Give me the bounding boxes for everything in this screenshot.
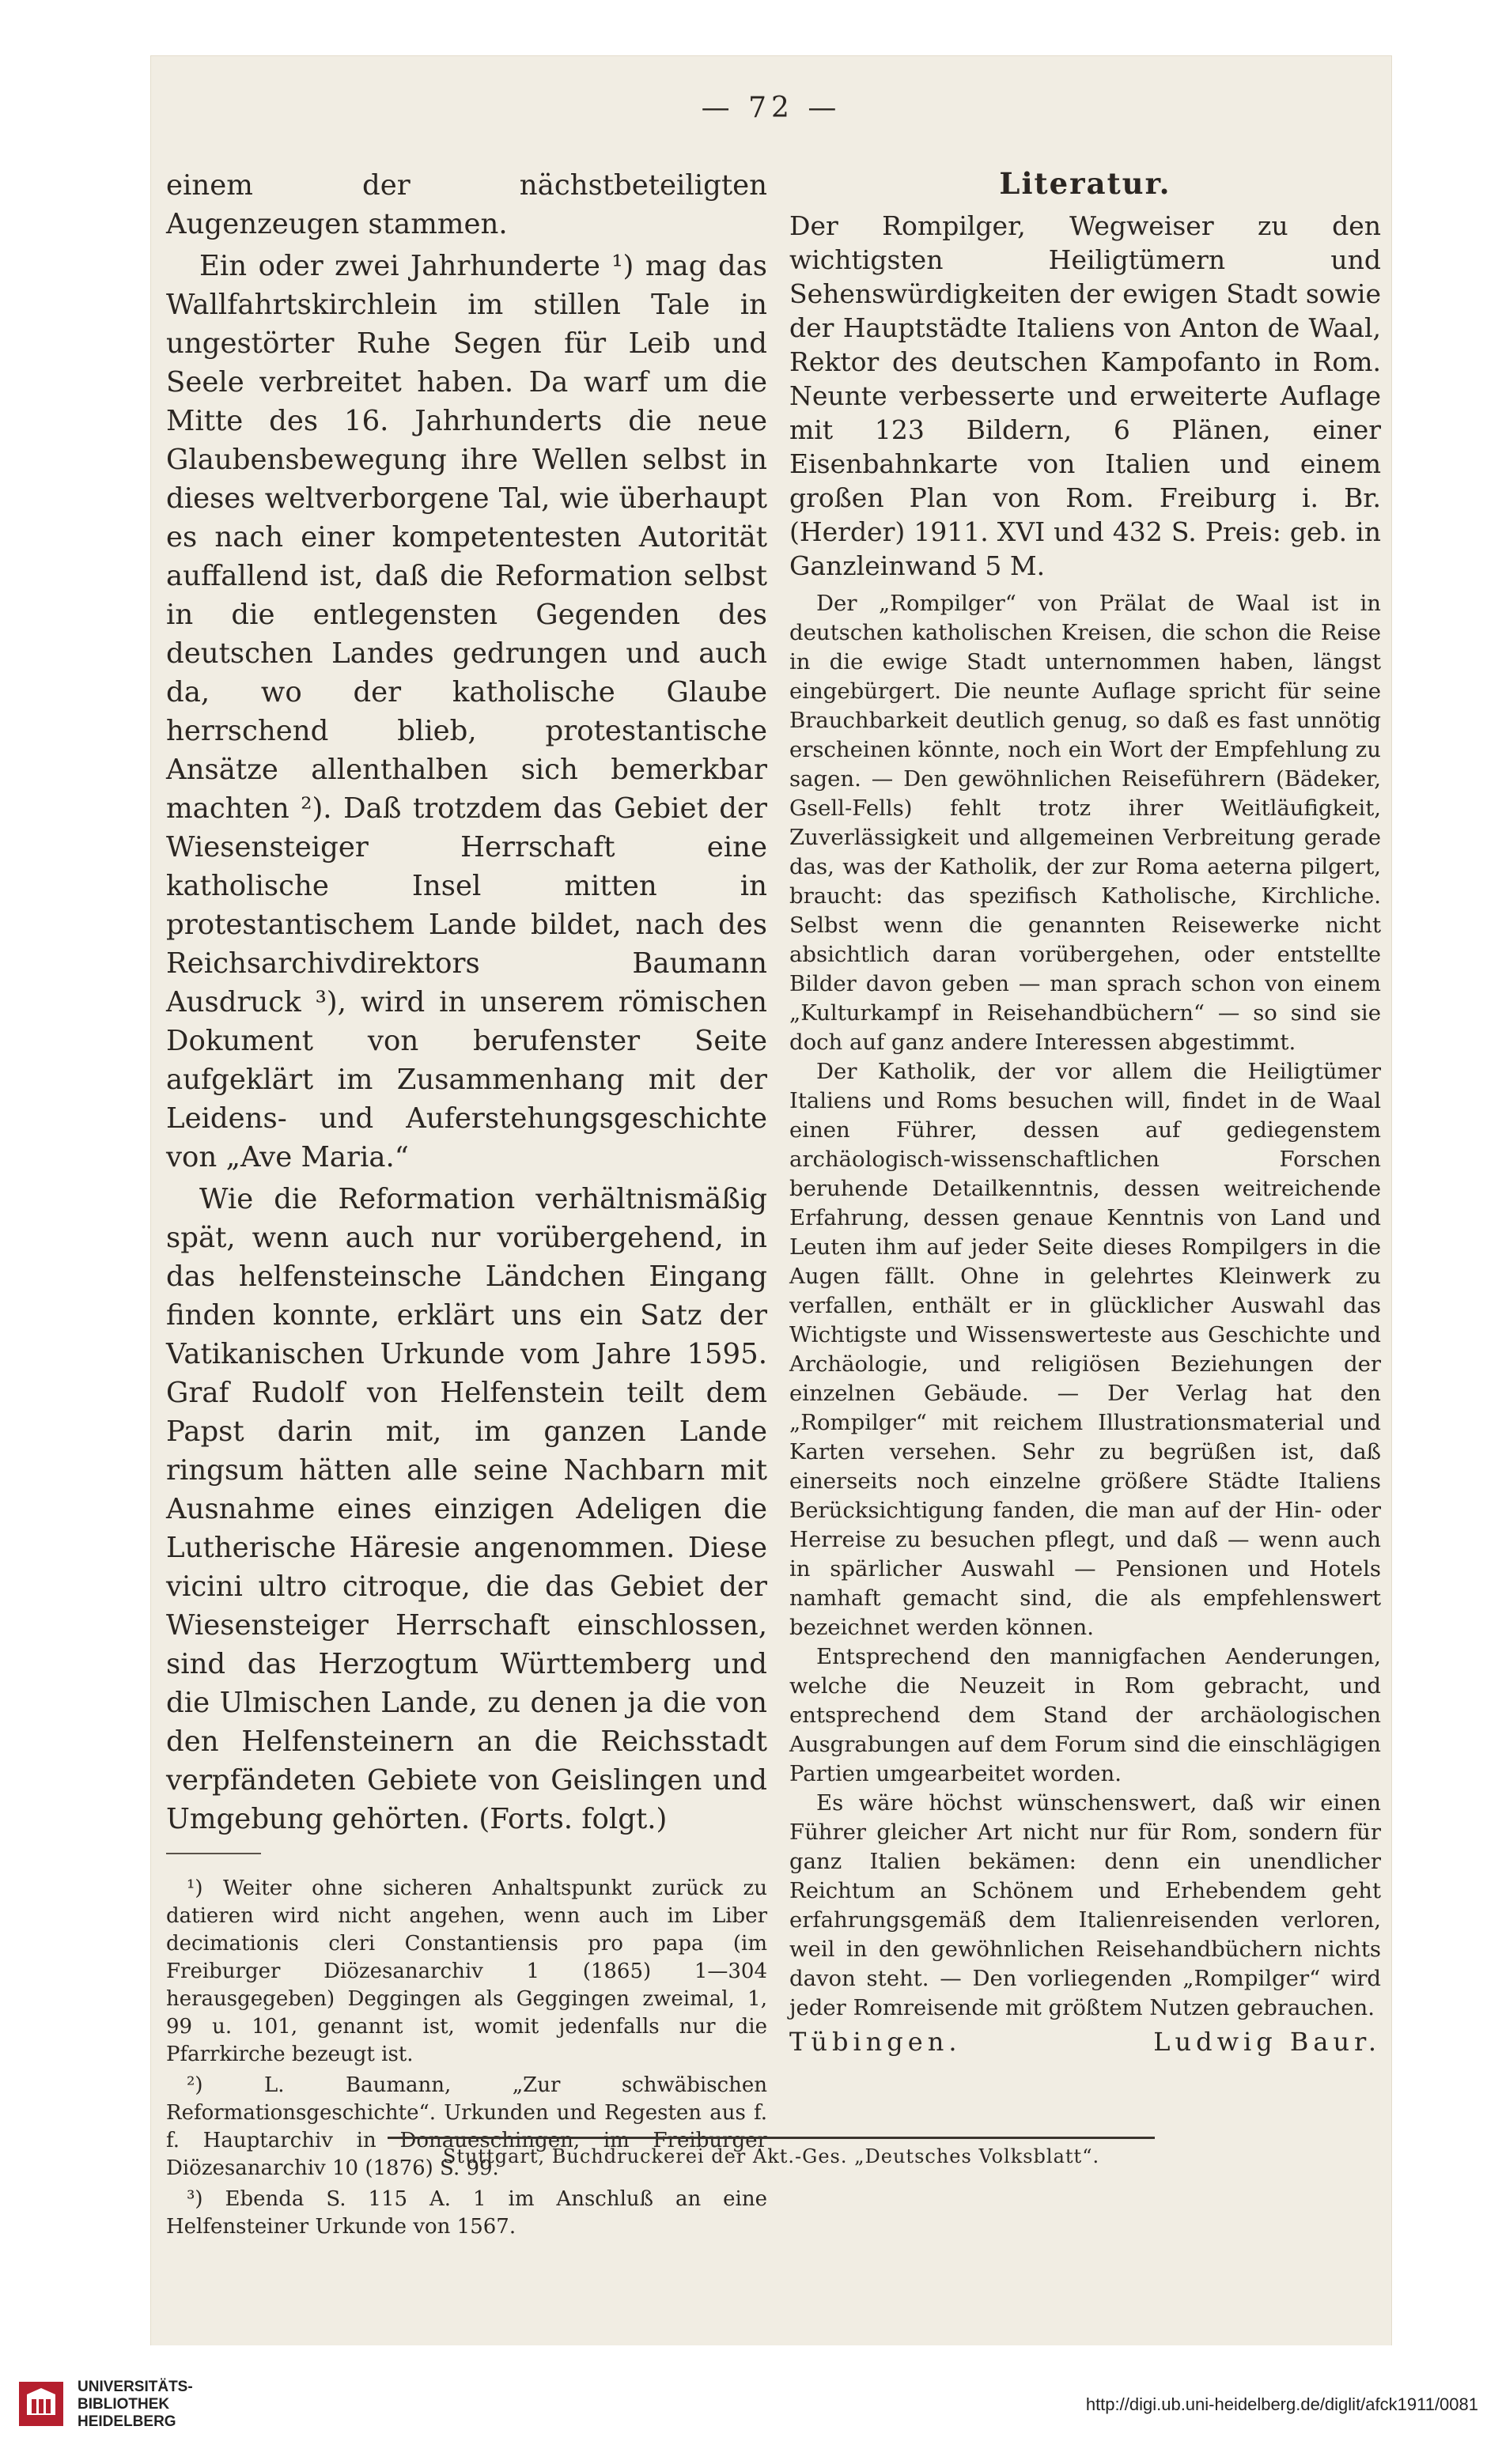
footnote: ³) Ebenda S. 115 A. 1 im Anschluß an eine Helfensteiner Urkunde von 1567. [166,2187,767,2239]
footnote: ²) L. Baumann, „Zur schwäbischen Reformationsgeschichte“. Urkunden und Regesten aus f. f. Hauptarchiv in Donaueschingen, im Freiburger Diözesanarchiv 10 (1876) S. 99. [166,2073,767,2180]
scanned-page [150,55,1392,2349]
paragraph: Ein oder zwei Jahrhunderte ¹) mag das Wallfahrtskirchlein im stillen Tale in ungestörter Ruhe Segen für Leib und Seele verbreitet haben. Da warf um die Mitte des 16. Jahrhunderts die neue Glaubensbewegung ihre Wellen selbst in dieses weltverborgene Tal, wie überhaupt es nach einer kompetentesten Autorität auffallend ist, daß die Reformation selbst in die entlegensten Gegenden des deutschen Landes gedrungen und auch da, wo der katholische Glaube herrschend blieb, protestantische Ansätze allenthalben sich bemerkbar machten ²). Daß trotzdem das Gebiet der Wiesensteiger Herrschaft eine katholische Insel mitten in protestantischem Lande bildet, nach des Reichsarchivdirektors Baumann Ausdruck ³), wird in unserem römischen Dokument von berufenster Seite aufgeklärt im Zusammenhang mit der Leidens- und Auferstehungsgeschichte von „Ave Maria.“ [166,250,767,1173]
library-name: UNIVERSITÄTS- BIBLIOTHEK HEIDELBERG [78,2379,193,2430]
left-column [166,166,767,2241]
section-heading: Literatur. [999,166,1171,201]
review-paragraph: Der Katholik, der vor allem die Heiligtümer Italiens und Roms besuchen will, findet in de Waal einen Führer, dessen auf gediegenstem archäologisch-wissenschaftlichen Forschen beruhende Detailkenntnis, dessen weitreichende Erfahrung, dessen genaue Kenntnis von Land und Leuten ihm auf jeder Seite dieses Rompilgers in die Augen fällt. Ohne in gelehrtes Kleinwerk zu verfallen, enthält er in glücklicher Auswahl das Wichtigste und Wissenswerteste aus Geschichte und Archäologie, und religiösen Beziehungen der einzelnen Gebäude. — Der Verlag hat den „Rompilger“ mit reichem Illustrationsmaterial und Karten versehen. Sehr zu begrüßen ist, daß einerseits noch einzelne größere Städte Italiens Berücksichtigung fanden, die man auf der Hin- oder Herreise zu besuchen pflegt, und daß — wenn auch in spärlicher Auswahl — Pensionen und Hotels namhaft gemacht sind, die als empfehlenswert bezeichnet werden können. [789,1059,1381,1640]
printer-imprint: Stuttgart, Buchdruckerei der Akt.-Ges. „Deutsches Volksblatt“. [388,2137,1155,2167]
review-paragraph: Entsprechend den mannigfachen Aenderungen, welche die Neuzeit in Rom gebracht, und entsprechend dem Stand der archäologischen Ausgrabungen auf dem Forum sind die einschlägigen Partien umgearbeitet worden. [789,1644,1381,1786]
source-url-link[interactable]: http://digi.ub.uni-heidelberg.de/diglit/afck1911/0081 [1085,2394,1478,2414]
paragraph: Wie die Reformation verhältnismäßig spät, wenn auch nur vorübergehend, in das helfensteinsche Ländchen Eingang finden konnte, erklärt uns ein Satz der Vatikanischen Urkunde vom Jahre 1595. Graf Rudolf von Helfenstein teilt dem Papst darin mit, im ganzen Lande ringsum hätten alle seine Nachbarn mit Ausnahme eines einzigen Adeligen die Lutherische Häresie angenommen. Diese vicini ultro citroque, die das Gebiet der Wiesensteiger Herrschaft einschlossen, sind das Herzogtum Württemberg und die Ulmischen Lande, zu denen ja die von den Helfensteinern an die Reichsstadt verpfändeten Gebiete von Geislingen und Umgebung gehörten. (Forts. folgt.) [166,1183,767,1835]
footnote: ¹) Weiter ohne sicheren Anhaltspunkt zurück zu datieren wird nicht angehen, wenn auch im Liber decimationis cleri Constantiensis pro papa (im Freiburger Diözesanarchiv 1 (1865) 1—304 herausgegeben) Deggingen als Geggingen zweimal, 1, 99 u. 101, genannt ist, womit jedenfalls nur die Pfarrkirche bezeugt ist. [166,1876,767,2066]
book-entry: Der Rompilger, Wegweiser zu den wichtigsten Heiligtümern und Sehenswürdigkeiten der ewigen Stadt sowie der Hauptstädte Italiens von Anton de Waal, Rektor des deutschen Kampofanto in Rom. Neunte verbesserte und erweiterte Auflage mit 123 Bildern, 6 Plänen, einer Eisenbahnkarte von Italien und einem großen Plan von Rom. Freiburg i. Br. (Herder) 1911. XVI und 432 S. Preis: geb. in Ganzleinwand 5 M. [789,210,1381,581]
signature [789,2024,1381,2059]
review-paragraph: Der „Rompilger“ von Prälat de Waal ist in deutschen katholischen Kreisen, die schon die Reise in die ewige Stadt unternommen haben, längst eingebürgert. Die neunte Auflage spricht für seine Brauchbarkeit deutlich genug, so daß es fast unnötig erscheinen könnte, noch ein Wort der Empfehlung zu sagen. — Den gewöhnlichen Reiseführern (Bädeker, Gsell-Fells) fehlt trotz ihrer Weitläufigkeit, Zuverlässigkeit und allgemeinen Verbreitung gerade das, was der Katholik, der zur Roma aeterna pilgert, braucht: das spezifisch Katholische, Kirchliche. Selbst wenn die genannten Reisewerke nicht absichtlich daran vorübergehen, oder entstellte Bilder davon geben — man sprach schon von einem „Kulturkampf in Reisehandbüchern“ — so sind sie doch auf ganz andere Interessen abgestimmt. [789,591,1381,1055]
right-column [789,166,1381,2059]
footnote-divider [166,1853,261,1854]
university-library-logo-icon [17,2380,65,2428]
signature-place: Tübingen. [789,2027,962,2057]
paragraph: einem der nächstbeteiligten Augenzeugen stammen. [166,169,767,240]
page-number: — 72 — [701,92,842,124]
review-paragraph: Es wäre höchst wünschenswert, daß wir einen Führer gleicher Art nicht nur für Rom, sondern für ganz Italien bekämen: denn ein unendlicher Reichtum an Schönem und Erhebendem geht erfahrungsgemäß dem Italienreisenden verloren, weil in den gewöhnlichen Reisehandbüchern nichts davon steht. — Den vorliegenden „Rompilger“ wird jeder Romreisende mit größtem Nutzen gebrauchen. [789,1790,1381,2020]
footer-bar [0,2345,1502,2464]
signature-name: Ludwig Baur. [1153,2027,1381,2057]
